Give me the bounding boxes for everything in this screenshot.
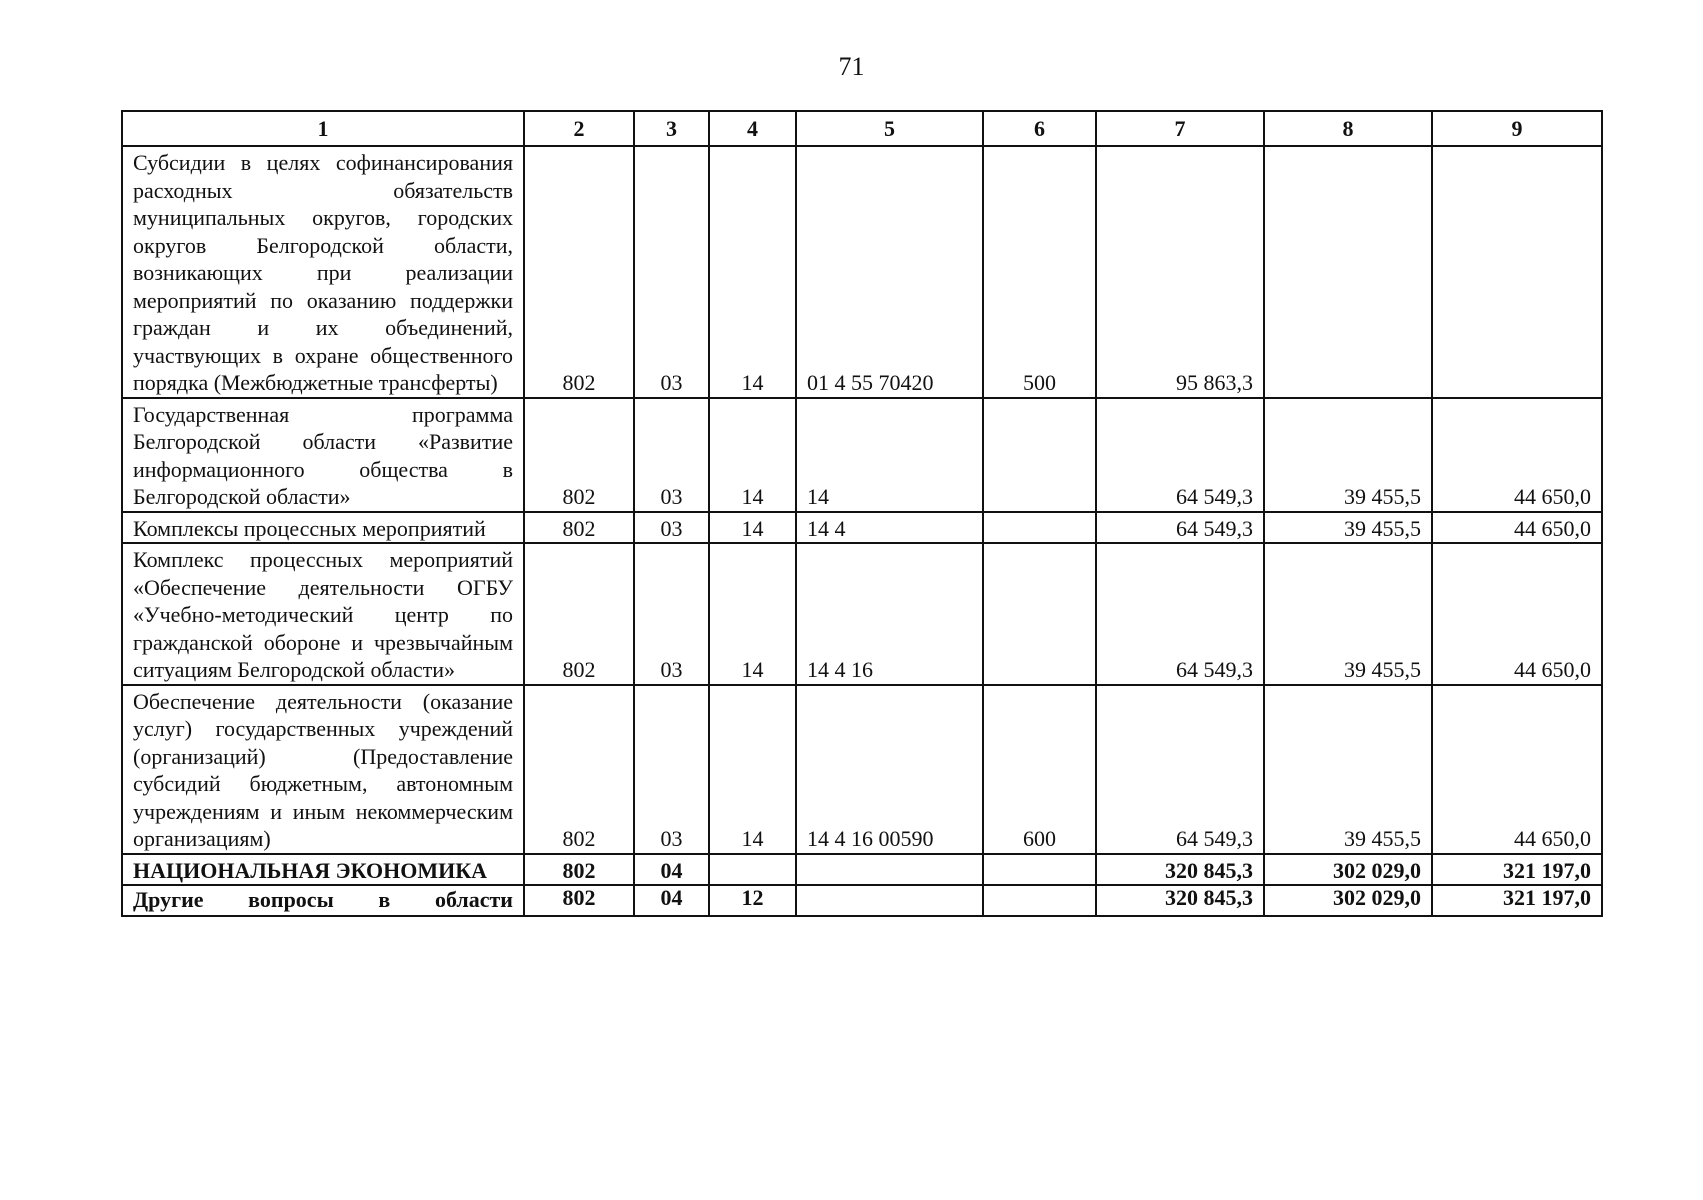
cell-target-article: 01 4 55 70420 [796, 146, 983, 398]
cell-section: 04 [634, 854, 709, 886]
cell-expense-type: 600 [983, 685, 1096, 854]
cell-amount-8: 39 455,5 [1264, 398, 1432, 512]
cell-section: 03 [634, 543, 709, 685]
table-row [122, 543, 1602, 685]
table-row [122, 685, 1602, 854]
cell-subsection: 12 [709, 885, 796, 916]
cell-amount-9: 321 197,0 [1432, 854, 1602, 886]
cell-ministry-code: 802 [524, 543, 634, 685]
page-number: 71 [838, 52, 865, 81]
column-header: 1 [122, 111, 524, 146]
cell-ministry-code: 802 [524, 146, 634, 398]
cell-expense-type: 500 [983, 146, 1096, 398]
row-name: НАЦИОНАЛЬНАЯ ЭКОНОМИКА [122, 854, 524, 886]
row-name: Другие вопросы в области [122, 885, 524, 916]
cell-ministry-code: 802 [524, 885, 634, 916]
cell-amount-9: 321 197,0 [1432, 885, 1602, 916]
cell-expense-type [983, 543, 1096, 685]
cell-subsection: 14 [709, 512, 796, 544]
cell-amount-9: 44 650,0 [1432, 685, 1602, 854]
cell-amount-7: 64 549,3 [1096, 398, 1264, 512]
row-name: Комплекс процессных мероприятий «Обеспечение деятельности ОГБУ «Учебно-методический центр по гражданской обороне и чрезвычайным ситуациям Белгородской области» [122, 543, 524, 685]
cell-amount-8: 302 029,0 [1264, 854, 1432, 886]
cell-amount-8: 302 029,0 [1264, 885, 1432, 916]
cell-expense-type [983, 512, 1096, 544]
column-header: 8 [1264, 111, 1432, 146]
cell-amount-8 [1264, 146, 1432, 398]
table-row [122, 398, 1602, 512]
table-row [122, 854, 1602, 886]
cell-amount-9: 44 650,0 [1432, 398, 1602, 512]
cell-ministry-code: 802 [524, 685, 634, 854]
cell-target-article [796, 885, 983, 916]
cell-section: 04 [634, 885, 709, 916]
column-header: 3 [634, 111, 709, 146]
cell-target-article: 14 4 [796, 512, 983, 544]
column-header: 6 [983, 111, 1096, 146]
cell-subsection: 14 [709, 398, 796, 512]
cell-amount-7: 320 845,3 [1096, 885, 1264, 916]
cell-section: 03 [634, 512, 709, 544]
cell-target-article [796, 854, 983, 886]
table-row [122, 146, 1602, 398]
cell-target-article: 14 4 16 00590 [796, 685, 983, 854]
cell-amount-9: 44 650,0 [1432, 543, 1602, 685]
cell-subsection: 14 [709, 685, 796, 854]
row-name: Субсидии в целях софинансирования расходных обязательств муниципальных округов, городских округов Белгородской области, возникающих при реализации мероприятий по оказанию поддержки граждан и их объединений, участвующих в охране общественного порядка (Межбюджетные трансферты) [122, 146, 524, 398]
cell-subsection [709, 854, 796, 886]
cell-ministry-code: 802 [524, 398, 634, 512]
cell-section: 03 [634, 146, 709, 398]
cell-target-article: 14 4 16 [796, 543, 983, 685]
cell-subsection: 14 [709, 543, 796, 685]
cell-amount-9: 44 650,0 [1432, 512, 1602, 544]
cell-amount-7: 320 845,3 [1096, 854, 1264, 886]
cell-subsection: 14 [709, 146, 796, 398]
cell-amount-8: 39 455,5 [1264, 685, 1432, 854]
cell-expense-type [983, 398, 1096, 512]
table-row [122, 885, 1602, 916]
row-name: Обеспечение деятельности (оказание услуг) государственных учреждений (организаций) (Предоставление субсидий бюджетным, автономным учреждениям и иным некоммерческим организациям) [122, 685, 524, 854]
cell-amount-7: 64 549,3 [1096, 512, 1264, 544]
cell-section: 03 [634, 398, 709, 512]
cell-ministry-code: 802 [524, 512, 634, 544]
column-header: 4 [709, 111, 796, 146]
cell-ministry-code: 802 [524, 854, 634, 886]
cell-target-article: 14 [796, 398, 983, 512]
column-header: 2 [524, 111, 634, 146]
column-header: 9 [1432, 111, 1602, 146]
budget-table [121, 110, 1603, 917]
row-name: Государственная программа Белгородской области «Развитие информационного общества в Белгородской области» [122, 398, 524, 512]
cell-amount-8: 39 455,5 [1264, 543, 1432, 685]
cell-amount-7: 64 549,3 [1096, 543, 1264, 685]
cell-amount-7: 95 863,3 [1096, 146, 1264, 398]
cell-amount-7: 64 549,3 [1096, 685, 1264, 854]
table-row [122, 512, 1602, 544]
column-header: 7 [1096, 111, 1264, 146]
table-header-row [122, 111, 1602, 146]
cell-section: 03 [634, 685, 709, 854]
cell-expense-type [983, 854, 1096, 886]
row-name: Комплексы процессных мероприятий [122, 512, 524, 544]
cell-amount-9 [1432, 146, 1602, 398]
column-header: 5 [796, 111, 983, 146]
cell-expense-type [983, 885, 1096, 916]
cell-amount-8: 39 455,5 [1264, 512, 1432, 544]
